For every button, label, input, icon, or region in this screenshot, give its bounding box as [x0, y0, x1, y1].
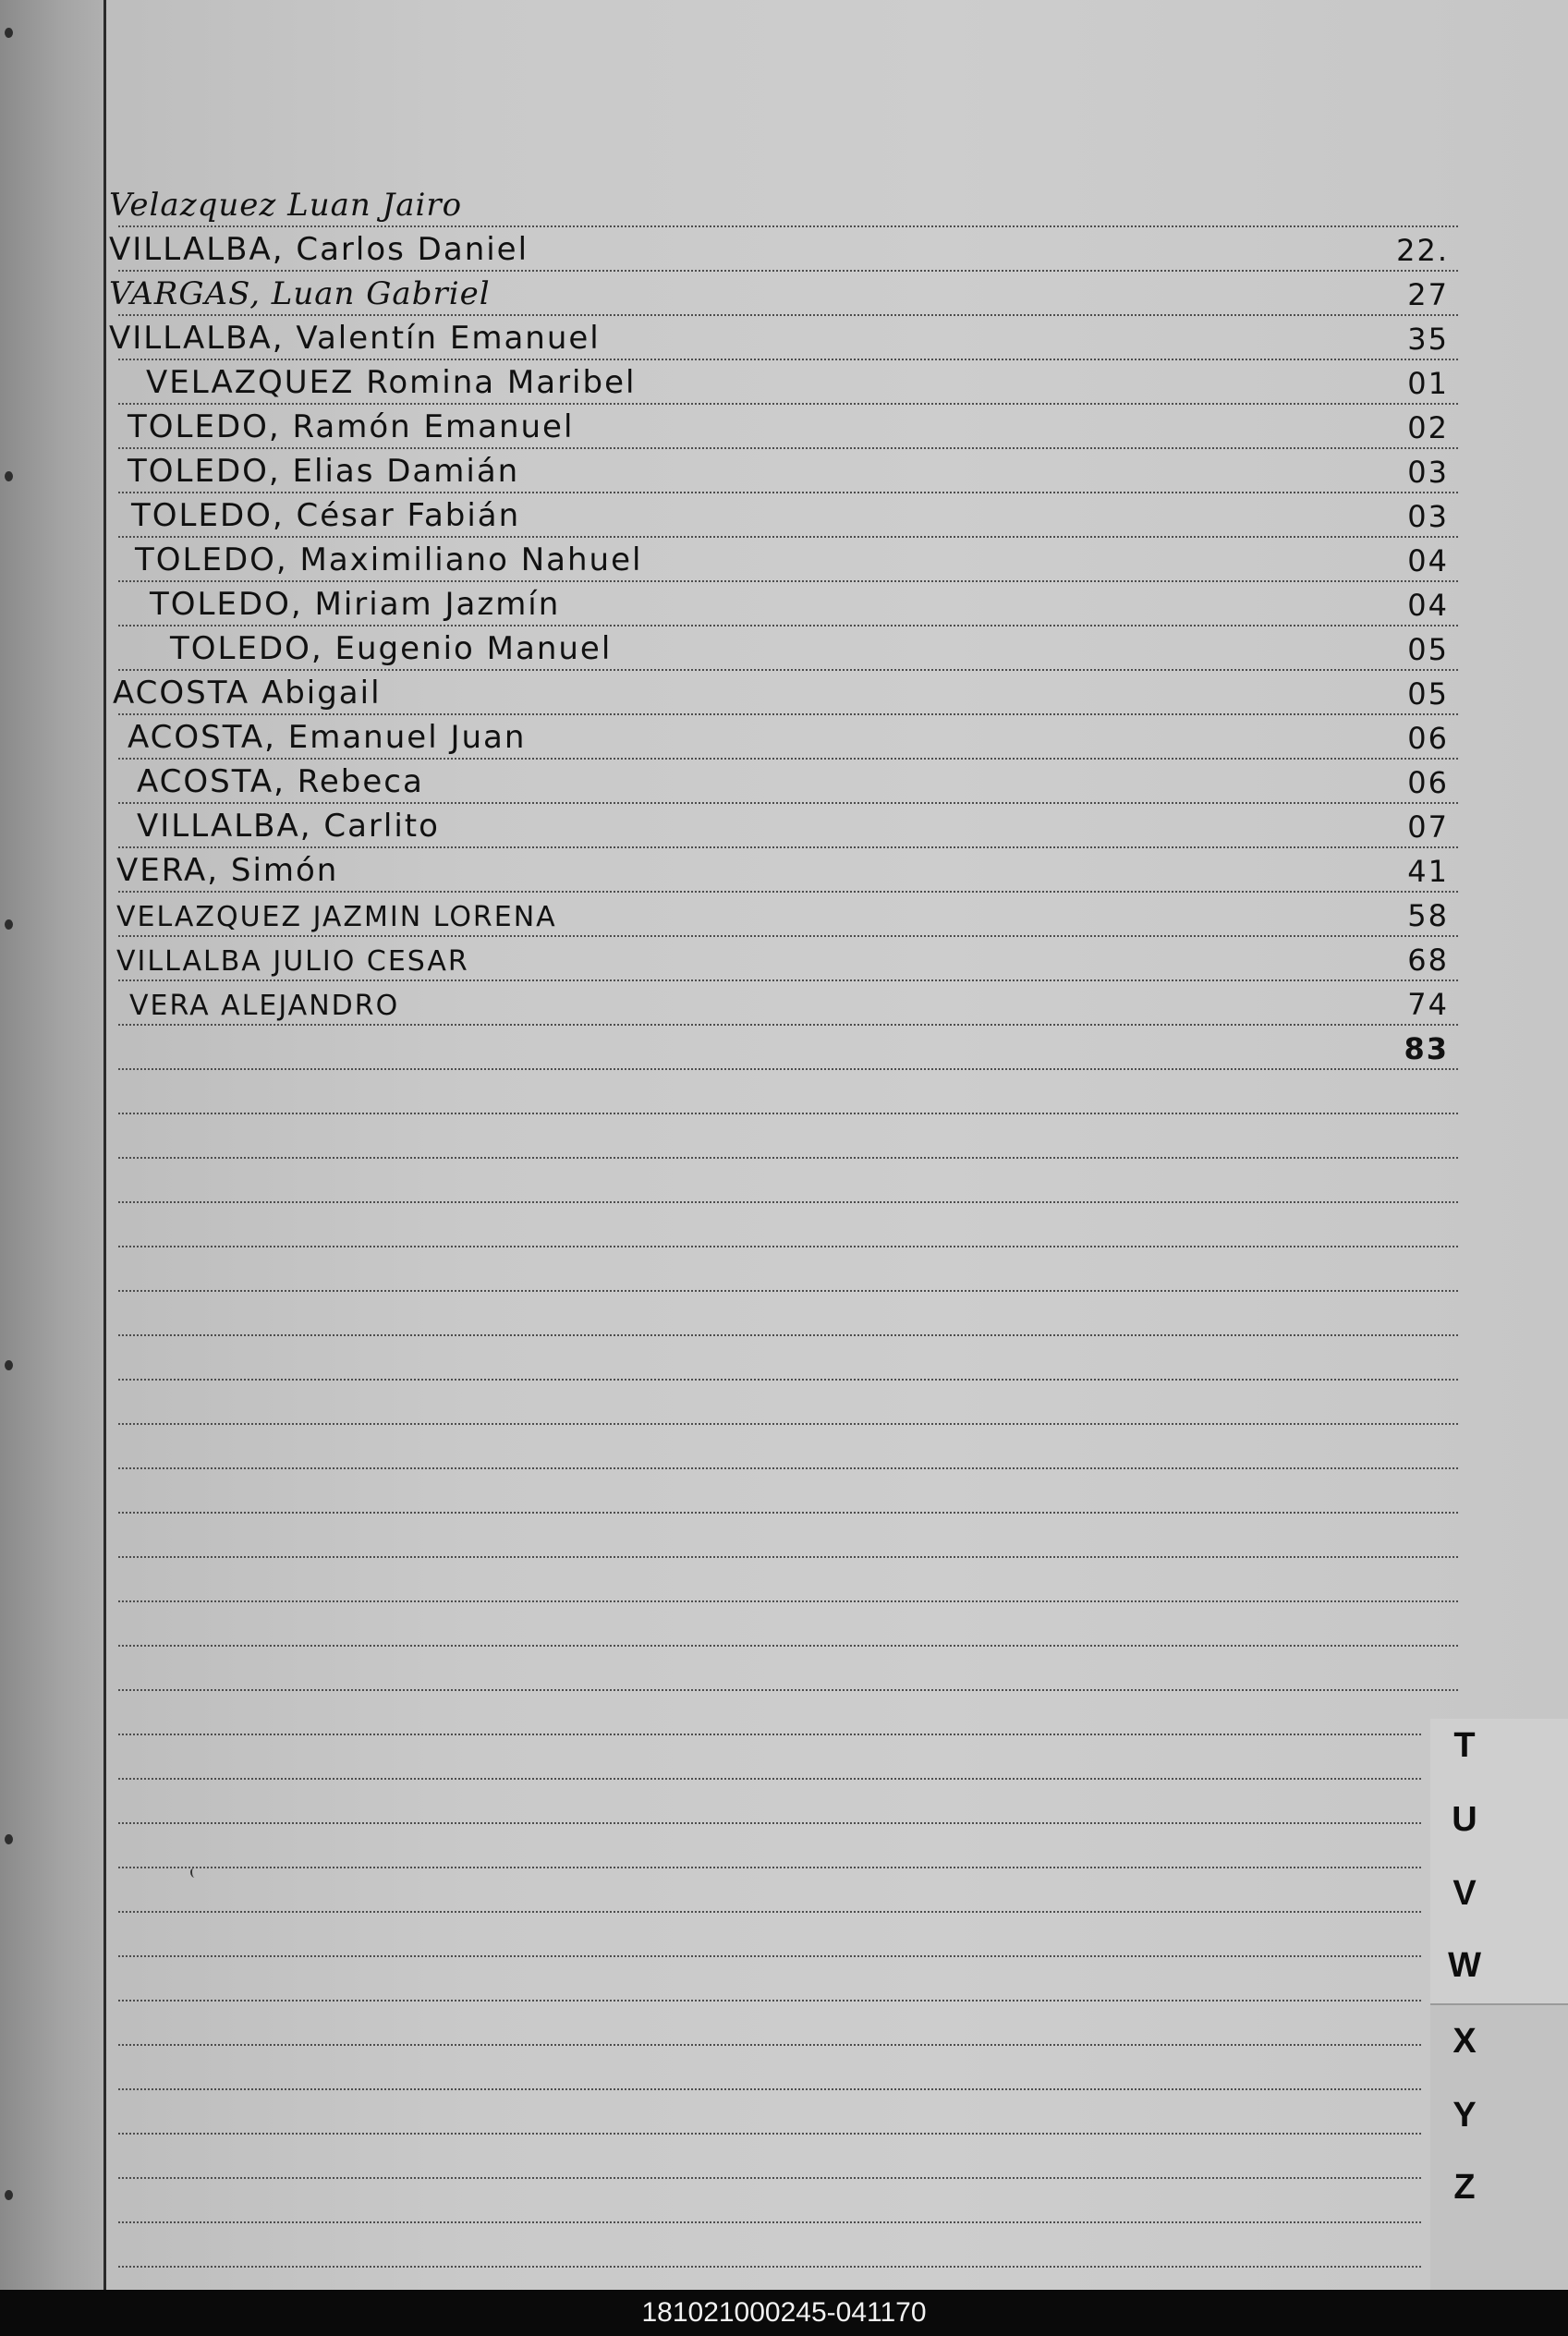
- ruled-line: [118, 1467, 1458, 1469]
- entry-page-number: 35: [1407, 322, 1449, 357]
- alphabet-tab-W: W: [1448, 1946, 1481, 1985]
- index-entry: [109, 937, 1458, 979]
- index-entry: [109, 582, 1458, 625]
- ruled-line: [118, 2133, 1421, 2135]
- entry-name: TOLEDO, César Fabián: [131, 497, 521, 534]
- ruled-line: [118, 2000, 1421, 2001]
- ruled-line: [118, 1290, 1458, 1292]
- entry-name: VILLALBA, Valentín Emanuel: [109, 320, 601, 357]
- entry-page-number: 05: [1407, 632, 1449, 667]
- ruled-line: [118, 1822, 1421, 1824]
- ruled-line: [118, 1068, 1458, 1070]
- index-entry: [109, 183, 1458, 225]
- alphabet-tab-Y: Y: [1453, 2096, 1477, 2135]
- index-entry: [109, 227, 1458, 270]
- ruled-line: [118, 2221, 1421, 2223]
- entry-page-number: 68: [1407, 943, 1449, 978]
- binder-hole: [5, 28, 13, 38]
- index-entry: [109, 671, 1458, 713]
- index-entry: [109, 627, 1458, 669]
- entry-page-number: 74: [1407, 987, 1449, 1022]
- entry-name: VERA ALEJANDRO: [129, 990, 400, 1022]
- binder-hole: [5, 1360, 13, 1370]
- alphabet-tab-Z: Z: [1453, 2168, 1476, 2207]
- entry-name: ACOSTA, Emanuel Juan: [128, 719, 527, 756]
- alphabet-tab-X: X: [1453, 2022, 1477, 2061]
- ruled-line: [118, 1867, 1421, 1868]
- entry-page-number: 06: [1407, 765, 1449, 800]
- entry-name: TOLEDO, Ramón Emanuel: [128, 408, 575, 445]
- entry-page-number: 07: [1407, 809, 1449, 845]
- index-entry: [109, 272, 1458, 314]
- entry-page-number: 03: [1407, 455, 1449, 490]
- entry-name: VELAZQUEZ Romina Maribel: [146, 364, 637, 401]
- binder-hole: [5, 471, 13, 481]
- entry-name: ACOSTA, Rebeca: [137, 763, 424, 800]
- index-entry: [109, 715, 1458, 758]
- ruled-line: [118, 1201, 1458, 1203]
- ruled-line: [118, 1512, 1458, 1514]
- entry-name: Velazquez Luan Jairo: [109, 187, 463, 224]
- entry-page-number: 58: [1407, 898, 1449, 933]
- left-margin: [0, 0, 103, 2290]
- index-entry: [109, 316, 1458, 359]
- binder-hole: [5, 2190, 13, 2200]
- alphabet-tab-V: V: [1453, 1874, 1477, 1913]
- stray-pen-mark: [190, 1868, 198, 1878]
- ruled-line: [118, 1645, 1458, 1647]
- entry-page-number: 06: [1407, 721, 1449, 756]
- index-entry: [109, 449, 1458, 492]
- ruled-line: [118, 1379, 1458, 1381]
- index-entry: [109, 804, 1458, 846]
- index-entry: [109, 405, 1458, 447]
- entry-page-number: 41: [1407, 854, 1449, 889]
- scan-footer-code: 181021000245-041170: [641, 2297, 927, 2328]
- index-entry: [109, 360, 1458, 403]
- ruled-line: [118, 1157, 1458, 1159]
- index-entry: [109, 1026, 1458, 1068]
- entry-page-number: 04: [1407, 588, 1449, 623]
- index-entry: [109, 760, 1458, 802]
- ruled-line: [118, 2088, 1421, 2090]
- ruled-line: [118, 1556, 1458, 1558]
- ruled-line: [118, 1689, 1458, 1691]
- ruled-line: [118, 2266, 1421, 2268]
- ruled-line: [118, 1734, 1421, 1735]
- ruled-line: [118, 1955, 1421, 1957]
- ruled-line: [118, 1911, 1421, 1913]
- entry-name: VILLALBA JULIO CESAR: [116, 945, 469, 978]
- index-entry: [109, 538, 1458, 580]
- entry-page-number: 27: [1407, 277, 1449, 312]
- entry-name: TOLEDO, Maximiliano Nahuel: [135, 541, 643, 578]
- entry-name: VARGAS, Luan Gabriel: [109, 275, 491, 312]
- ruled-line: [118, 2044, 1421, 2046]
- entry-name: VERA, Simón: [116, 852, 339, 889]
- entry-name: VELAZQUEZ JAZMIN LORENA: [116, 901, 557, 933]
- entry-name: VILLALBA, Carlito: [137, 808, 440, 845]
- ruled-line: [118, 1246, 1458, 1247]
- binder-hole: [5, 1834, 13, 1844]
- index-entry: [109, 493, 1458, 536]
- ruled-line: [118, 1600, 1458, 1602]
- entry-page-number: 02: [1407, 410, 1449, 445]
- entry-name: TOLEDO, Eugenio Manuel: [170, 630, 613, 667]
- entry-name: TOLEDO, Elias Damián: [128, 453, 520, 490]
- ruled-line: [118, 2177, 1421, 2179]
- index-entry: [109, 893, 1458, 935]
- entry-page-number: 04: [1407, 543, 1449, 578]
- ruled-line: [118, 1778, 1421, 1780]
- entry-page-number: 01: [1407, 366, 1449, 401]
- entry-page-number: 22.: [1396, 233, 1449, 268]
- entry-page-number: 03: [1407, 499, 1449, 534]
- entry-page-number: 83: [1404, 1031, 1449, 1066]
- entry-name: ACOSTA Abigail: [113, 675, 382, 712]
- index-entry: [109, 981, 1458, 1024]
- alphabet-tab-U: U: [1452, 1800, 1477, 1839]
- ruled-line: [118, 1423, 1458, 1425]
- margin-rule-line: [103, 0, 106, 2290]
- index-entry: [109, 848, 1458, 891]
- alphabet-tab-T: T: [1453, 1726, 1476, 1765]
- entry-name: TOLEDO, Miriam Jazmín: [150, 586, 561, 623]
- entry-page-number: 05: [1407, 676, 1449, 712]
- binder-hole: [5, 919, 13, 930]
- entry-name: VILLALBA, Carlos Daniel: [109, 231, 529, 268]
- ruled-line: [118, 1334, 1458, 1336]
- ruled-line: [118, 1113, 1458, 1114]
